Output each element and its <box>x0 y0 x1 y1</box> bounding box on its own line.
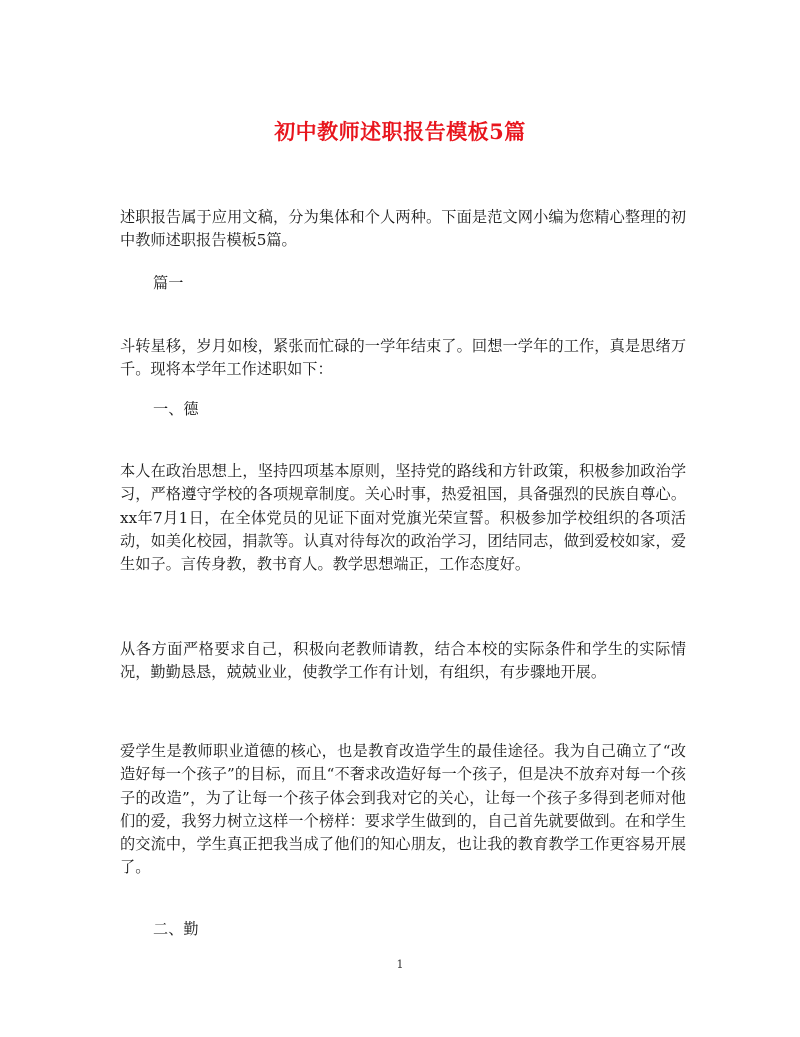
intro-paragraph: 述职报告属于应用文稿，分为集体和个人两种。下面是范文网小编为您精心整理的初中教师述职报告模板5篇。 <box>120 208 686 250</box>
paragraph-1: 斗转星移，岁月如梭，紧张而忙碌的一学年结束了。回想一学年的工作，真是思绪万千。现将本学年工作述职如下： <box>120 337 686 379</box>
page-number: 1 <box>396 958 404 971</box>
document-title: 初中教师述职报告模板5篇 <box>274 119 526 144</box>
paragraph-4: 爱学生是教师职业道德的核心，也是教育改造学生的最佳途径。我为自己确立了“改造好每一个孩子”的目标，而且“不奢求改造好每一个孩子，但是决不放弃对每一个孩子的改造”，为了让每一个孩子体会到我对它的关心，让每一个孩子多得到老师对他们的爱，我努力树立这样一个榜样：要求学生做到的，自己首先就要做到。在和学生的交流中，学生真正把我当成了他们的知心朋友，也让我的教育教学工作更容易开展了。 <box>120 742 686 877</box>
paragraph-2: 本人在政治思想上，坚持四项基本原则，坚持党的路线和方针政策，积极参加政治学习，严格遵守学校的各项规章制度。关心时事，热爱祖国，具备强烈的民族自尊心。xx年7月1日，在全体党员的见证下面对党旗光荣宣誓。积极参加学校组织的各项活动，如美化校园，捐款等。认真对待每次的政治学习，团结同志，做到爱校如家，爱生如子。言传身教，教书育人。教学思想端正，工作态度好。 <box>120 462 686 574</box>
paragraph-3: 从各方面严格要求自己，积极向老教师请教，结合本校的实际条件和学生的实际情况，勤勤恳恳，兢兢业业，使教学工作有计划，有组织，有步骤地开展。 <box>120 640 686 682</box>
subheading-diligence: 二、勤 <box>153 920 199 938</box>
subheading-virtue: 一、德 <box>153 400 199 418</box>
section-heading-1: 篇一 <box>153 274 184 292</box>
